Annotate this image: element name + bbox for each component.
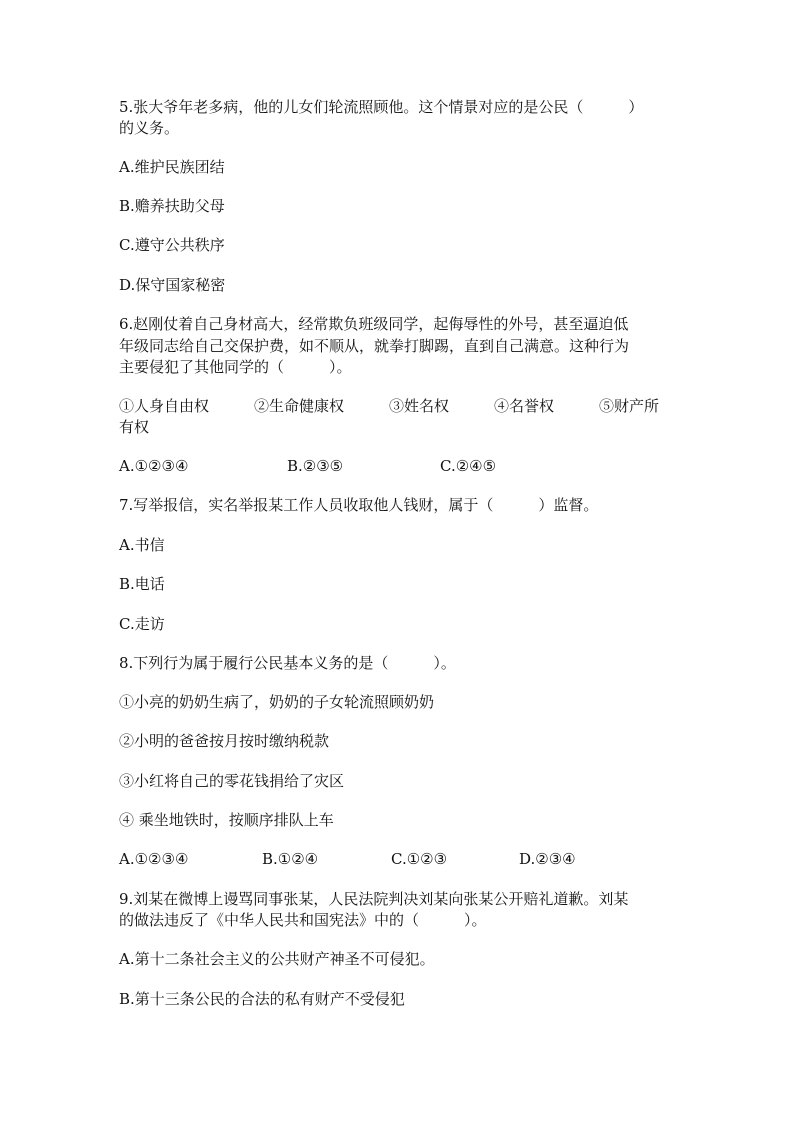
- question-7-option-c: C.走访: [119, 615, 165, 633]
- question-6-stem-line-2: 年级同志给自己交保护费，如不顺从，就拳打脚踢，直到自己满意。这种行为: [119, 337, 630, 355]
- question-6-stem-line-3: 主要侵犯了其他同学的（ ）。: [119, 358, 352, 376]
- question-8-option-c: C.①②③: [391, 850, 448, 868]
- question-6-stem-line-1: 6.赵刚仗着自己身材高大，经常欺负班级同学，起侮辱性的外号，甚至逼迫低: [119, 315, 629, 333]
- question-8-statement-3: ③小红将自己的零花钱捐给了灾区: [119, 772, 345, 790]
- question-9-option-b: B.第十三条公民的合法的私有财产不受侵犯: [119, 990, 405, 1008]
- question-7-option-b: B.电话: [119, 575, 165, 593]
- question-6-statements-line-2: 有权: [119, 418, 150, 436]
- question-8-statement-1: ①小亮的奶奶生病了，奶奶的子女轮流照顾奶奶: [119, 693, 435, 711]
- question-8-option-b: B.①②④: [262, 850, 319, 868]
- question-7-stem: 7.写举报信，实名举报某工作人员收取他人钱财，属于（ ）监督。: [119, 496, 599, 514]
- question-9-stem-line-1: 9.刘某在微博上谩骂同事张某，人民法院判决刘某向张某公开赔礼道歉。刘某: [119, 890, 629, 908]
- question-6-option-b: B.②③⑤: [287, 457, 344, 475]
- question-6-option-a: A.①②③④: [119, 457, 189, 475]
- question-7-option-a: A.书信: [119, 536, 165, 554]
- question-9-stem-line-2: 的做法违反了《中华人民共和国宪法》中的（ ）。: [119, 911, 487, 929]
- question-8-statement-4: ④ 乘坐地铁时，按顺序排队上车: [119, 811, 334, 829]
- question-5-stem-line-1: 5.张大爷年老多病，他的儿女们轮流照顾他。这个情景对应的是公民（ ）: [119, 98, 644, 116]
- question-8-option-d: D.②③④: [519, 850, 576, 868]
- question-9-option-a: A.第十二条社会主义的公共财产神圣不可侵犯。: [119, 950, 435, 968]
- question-6-statements-line-1: ①人身自由权 ②生命健康权 ③姓名权 ④名誉权 ⑤财产所: [119, 397, 660, 415]
- question-6-option-c: C.②④⑤: [440, 457, 497, 475]
- question-5-option-b: B.赡养扶助父母: [119, 197, 225, 215]
- question-8-stem: 8.下列行为属于履行公民基本义务的是（ ）。: [119, 654, 456, 672]
- question-5-option-d: D.保守国家秘密: [119, 276, 226, 294]
- question-5-option-a: A.维护民族团结: [119, 158, 225, 176]
- question-8-option-a: A.①②③④: [119, 850, 189, 868]
- question-5-stem-line-2: 的义务。: [119, 119, 180, 137]
- question-8-statement-2: ②小明的爸爸按月按时缴纳税款: [119, 732, 330, 750]
- question-5-option-c: C.遵守公共秩序: [119, 236, 225, 254]
